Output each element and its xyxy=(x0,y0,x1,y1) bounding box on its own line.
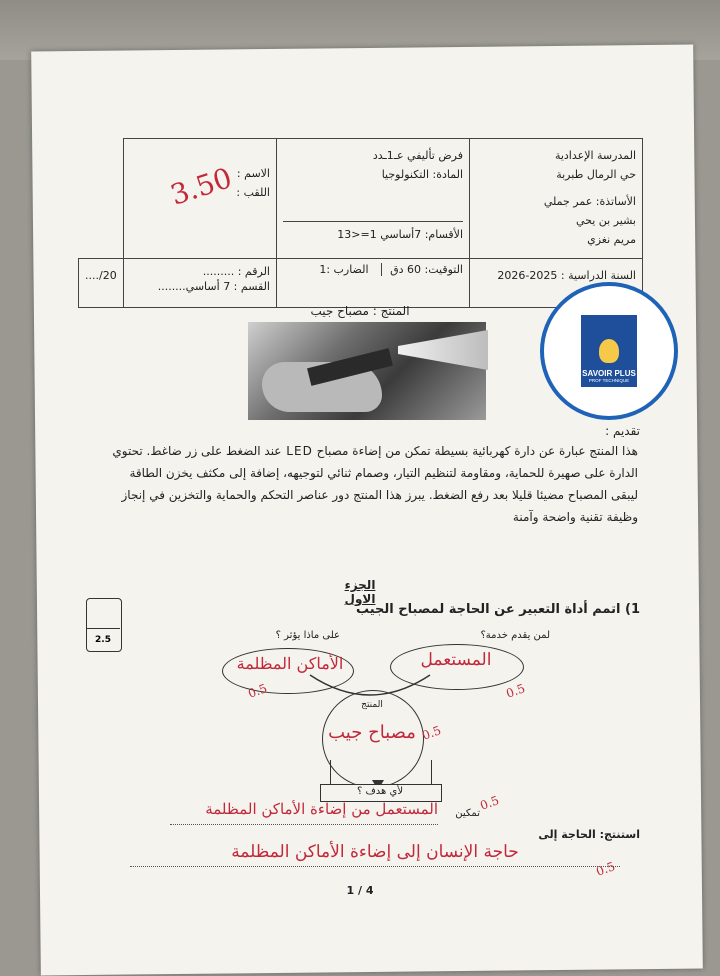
logo-brand: SAVOIR PLUS xyxy=(582,369,636,378)
logo-square xyxy=(581,315,637,387)
part1-title: الجزء الاول xyxy=(344,578,376,606)
handwritten-user: المستعمل xyxy=(420,650,492,670)
score-cell xyxy=(79,259,124,308)
mark: 0.5 xyxy=(478,793,501,813)
score-total: 20/.... xyxy=(85,269,117,282)
question-goal: لأي هدف ؟ xyxy=(356,786,404,797)
product-label: المنتج xyxy=(361,700,383,710)
id-cell xyxy=(123,259,276,308)
name-label: الاسم : xyxy=(236,167,270,180)
connector-arc xyxy=(300,670,440,720)
part1-question: 1) اتمم أداة التعبير عن الحاجة لمصباح الجيب xyxy=(355,602,640,617)
mark: 0.5 xyxy=(594,859,617,879)
mark: 0.5 xyxy=(504,681,527,701)
intro-heading: تقديم : xyxy=(605,424,640,438)
teachers-label: الأساتذة: عمر جملي xyxy=(543,195,636,208)
question-who: لمن يقدم خدمة؟ xyxy=(480,630,550,641)
conclude-label: استنتج: الحاجة إلى xyxy=(538,828,640,841)
duration: التوقيت: 60 دق xyxy=(390,263,463,276)
test-info-cell xyxy=(277,139,470,259)
school-cell xyxy=(470,139,643,259)
intro-paragraph: هذا المنتج عبارة عن دارة كهربائية بسيطة تمكن من إضاءة مصباح LED عند الضغط على زر ضاغط. تحتوي الدارة على صهيرة للحماية، ومقاومة لتنظيم التيار، وصمام ثنائي لتوجيهه، إضافة إلى مكثف يخزن الطاقة ليبقى المصباح مضيئا قليلا بعد رفع الضغط. يبرز هذا المنتج دور عناصر التحكم والحماية والتخزين في إنجاز وظيفة تقنية واضحة وآمنة xyxy=(112,444,638,524)
enable-prefix: تمكين xyxy=(455,808,480,819)
flashlight-photo xyxy=(248,322,486,420)
mark: 0.5 xyxy=(420,723,443,743)
teacher-name: مريم نغزي xyxy=(587,233,636,246)
lightbulb-icon xyxy=(599,339,619,363)
question-score: 2.5 xyxy=(86,628,120,651)
school-year: السنة الدراسية : 2025-2026 xyxy=(497,269,636,282)
number-label: الرقم : ......... xyxy=(202,265,270,278)
handwritten-product: مصباح جيب xyxy=(328,722,416,743)
logo-tagline: PROF TECHNIQUE xyxy=(588,378,630,383)
subject: المادة: التكنولوجيا xyxy=(381,168,463,181)
exam-header-table xyxy=(78,138,643,308)
answer-line xyxy=(170,824,438,825)
section-label: القسم : 7 أساسي........ xyxy=(157,280,270,293)
handwritten-goal: المستعمل من إضاءة الأماكن المظلمة xyxy=(205,800,438,818)
classes: الأقسام: 7أساسي 1=<13 xyxy=(283,221,463,241)
school-name: المدرسة الإعدادية xyxy=(554,149,636,162)
product-title: المنتج : مصباح جيب xyxy=(310,304,410,318)
light-beam-shape xyxy=(398,330,488,370)
page-number: 1 / 4 xyxy=(346,884,374,897)
coefficient: الضارب :1 xyxy=(319,263,381,276)
duration-cell xyxy=(277,259,470,308)
handwritten-need: حاجة الإنسان إلى إضاءة الأماكن المظلمة xyxy=(231,842,519,862)
test-title: فرض تأليفي عـ1ـدد xyxy=(372,149,463,162)
school-district: حي الرمال طبربة xyxy=(556,168,636,181)
mark: 0.5 xyxy=(246,681,269,701)
savoir-plus-logo xyxy=(540,282,678,420)
handwritten-grade: 3.50 xyxy=(166,161,236,212)
question-what: على ماذا يؤثر ؟ xyxy=(275,630,340,641)
surname-label: اللقب : xyxy=(236,186,270,199)
teacher-name: بشير بن يحي xyxy=(575,214,636,227)
answer-line xyxy=(130,866,620,867)
handwritten-target: الأماكن المظلمة xyxy=(236,654,344,673)
